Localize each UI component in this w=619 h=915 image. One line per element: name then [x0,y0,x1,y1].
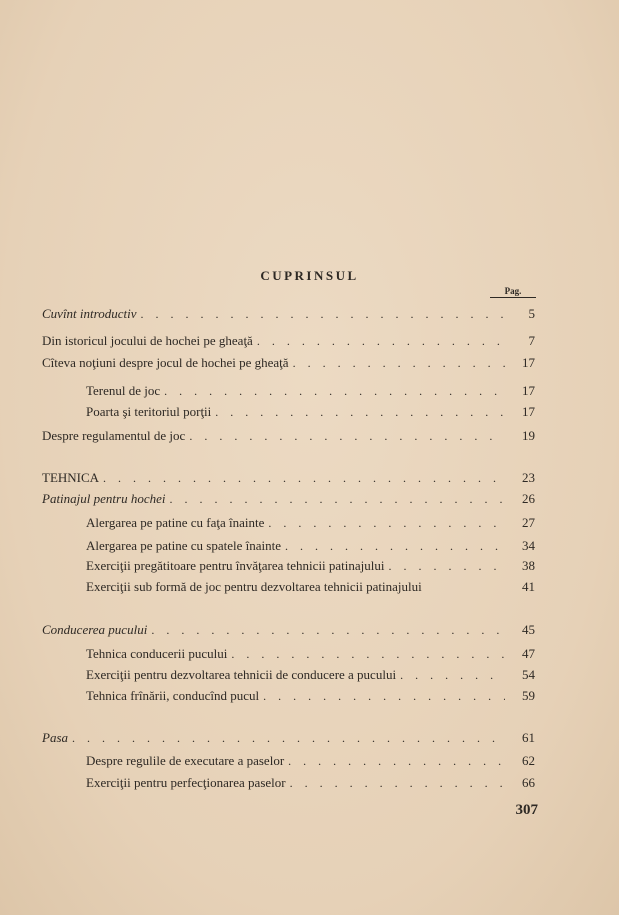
toc-entry-page: 61 [522,730,535,745]
toc-entry-title: Despre regulile de executare a paselor [86,753,285,768]
toc-entry-title: Patinajul pentru hochei [42,491,166,506]
toc-entry-title: Exerciţii sub formă de joc pentru dezvoltarea tehnicii patinajului [86,579,422,594]
toc-entry-page: 27 [522,515,535,530]
toc-entry-page: 23 [522,470,535,485]
toc-entry [86,382,535,400]
dot-leader [103,469,505,487]
toc-entry-page: 34 [522,538,535,553]
page-title: CUPRINSUL [260,268,359,283]
toc-entry-title: Exerciţii pentru perfecţionarea paselor [86,775,286,790]
toc-entry [86,752,535,770]
dot-leader [389,557,505,575]
dot-leader [72,729,505,747]
toc-entry [42,305,535,323]
toc-entry-title: Din istoricul jocului de hochei pe gheaţă [42,333,253,348]
toc-entry [42,490,535,508]
toc-entry-title: TEHNICA [42,470,100,485]
toc-entry-page: 41 [522,579,535,594]
toc-entry-page: 17 [522,355,535,370]
toc-entry-title: Tehnica conducerii pucului [86,646,228,661]
toc-entry-page: 45 [522,622,535,637]
toc-entry [42,354,535,372]
toc-entry-page: 7 [528,333,535,348]
toc-entry-title: Tehnica frînării, conducînd pucul [86,688,260,703]
toc-entry-title: Exerciţii pentru dezvoltarea tehnicii de conducere a pucului [86,667,397,682]
dot-leader [151,621,505,639]
toc-entry-page: 59 [522,688,535,703]
toc-entry-title: Despre regulamentul de joc [42,428,186,443]
toc-entry-page: 19 [522,428,535,443]
toc-entry-page: 17 [522,404,535,419]
toc-entry [42,621,535,639]
toc-entry-page: 38 [522,558,535,573]
dot-leader [215,403,505,421]
toc-entry [42,729,535,747]
toc-entry-page: 62 [522,753,535,768]
toc-entry-page: 54 [522,667,535,682]
toc-entry [86,537,535,555]
toc-entry-page: 5 [528,306,535,321]
dot-leader [293,354,505,372]
dot-leader [400,666,505,684]
toc-entry [86,645,535,663]
toc-entry [86,687,535,705]
page-column-header: Pag. [490,286,536,298]
toc-entry-title: Alergarea pe patine cu spatele înainte [86,538,282,553]
toc-entry-page: 17 [522,383,535,398]
toc-entry [86,666,535,684]
toc-entry-title: Alergarea pe patine cu faţa înainte [86,515,265,530]
toc-entry-title: Exerciţii pregătitoare pentru învăţarea tehnicii patinajului [86,558,385,573]
toc-entry [86,514,535,532]
dot-leader [290,774,505,792]
toc-entry-title: Cuvînt introductiv [42,306,137,321]
dot-leader [263,687,505,705]
toc-entry-page: 66 [522,775,535,790]
dot-leader [257,332,505,350]
dot-leader [268,514,505,532]
dot-leader [231,645,505,663]
toc-entry-title: Pasa [42,730,68,745]
toc-entry [42,332,535,350]
dot-leader [189,427,505,445]
page-number: 307 [515,802,538,818]
toc-entry-title: Conducerea pucului [42,622,148,637]
dot-leader [140,305,505,323]
dot-leader [169,490,505,508]
toc-entry-page: 26 [522,491,535,506]
toc-entry-title: Poarta şi teritoriul porţii [86,404,212,419]
dot-leader [285,537,505,555]
toc-entry [86,557,535,575]
toc-entry-title: Cîteva noţiuni despre jocul de hochei pe gheaţă [42,355,289,370]
toc-entry [86,774,535,792]
toc-entry [86,578,535,596]
toc-entry [42,427,535,445]
dot-leader [288,752,505,770]
dot-leader [164,382,505,400]
toc-entry-title: Terenul de joc [86,383,161,398]
toc-entry [86,403,535,421]
toc-entry [42,469,535,487]
toc-entry-page: 47 [522,646,535,661]
